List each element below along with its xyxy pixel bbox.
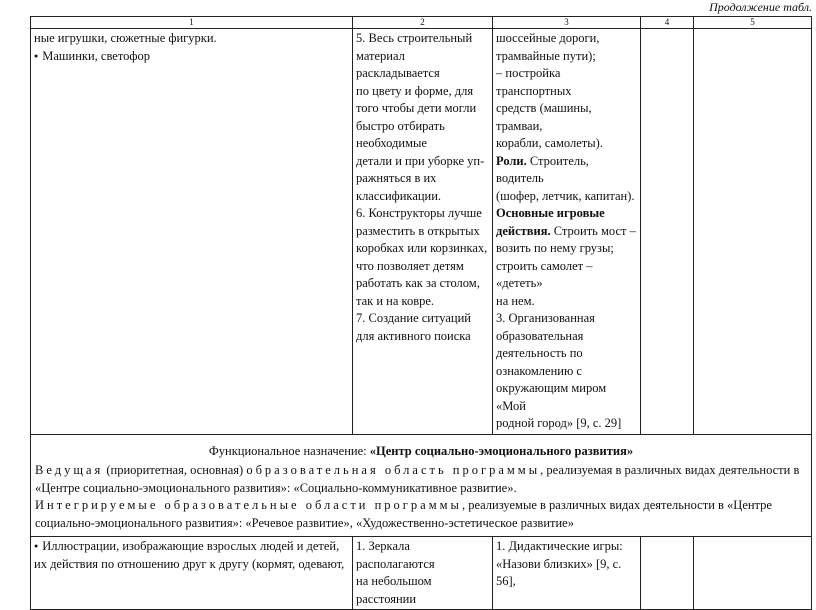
- header-cell-1: 1: [31, 17, 353, 29]
- title-prefix: Функциональное назначение:: [208, 443, 370, 458]
- center-name: «Центр социально-эмоционального развития»: [369, 443, 634, 458]
- col3-line: родной город» [9, с. 29]: [496, 416, 622, 430]
- col2-line: работать как за столом,: [356, 276, 480, 290]
- functional-purpose-cell: [31, 434, 812, 537]
- roles-text: Строитель, водитель: [496, 153, 589, 185]
- row1-col2-cell: [353, 29, 493, 435]
- roles-label: Роли.: [496, 153, 527, 168]
- col3-line: окружающим миром «Мой: [496, 381, 607, 413]
- col3-line: деятельность по: [496, 346, 583, 360]
- toy-text-line: ные игрушки, сюжетные фигурки.: [34, 31, 217, 45]
- col2-line: 6. Конструкторы лучше: [356, 206, 482, 220]
- col3-line: трамвайные пути);: [496, 48, 596, 63]
- header-cell-5: 5: [694, 17, 812, 29]
- main-actions-label: Основные игровые: [496, 206, 605, 220]
- col3-line: «Назови близких» [9, с.: [496, 556, 622, 571]
- col2-line: 1. Зеркала располагаются: [356, 539, 435, 571]
- col2-line: ражняться в их: [356, 171, 437, 185]
- program-area-phrase: образовательная область программы: [246, 463, 541, 477]
- col2-line: детали и при уборке уп-: [356, 153, 485, 168]
- col3-line: 1. Дидактические игры:: [496, 539, 623, 553]
- header-cell-2: 2: [353, 17, 493, 29]
- integrated-areas-paragraph: [35, 497, 807, 532]
- row3-col3-cell: [493, 537, 641, 610]
- table-header-row: [31, 17, 812, 29]
- functional-purpose-title: [35, 443, 807, 461]
- col2-line: 7. Создание ситуаций: [356, 311, 471, 325]
- col3-line: 56],: [496, 574, 516, 588]
- row3-col5-cell: [694, 537, 812, 610]
- col3-line: шоссейные дороги,: [496, 31, 600, 45]
- col2-line: по цвету и форме, для: [356, 83, 474, 98]
- row1-col3-cell: [493, 29, 641, 435]
- col3-line: ознакомлению с: [496, 363, 582, 378]
- illustrations-line: их действия по отношению друг к другу (кормят, одевают,: [34, 556, 345, 571]
- actions-text: Строить мост –: [550, 223, 636, 238]
- leading-word: Ведущая: [35, 463, 104, 477]
- actions-line: [496, 223, 637, 241]
- row1-col4-cell: [641, 29, 694, 435]
- col2-line: необходимые: [356, 136, 427, 150]
- col2-line: 5. Весь строительный: [356, 31, 473, 45]
- header-cell-3: 3: [493, 17, 641, 29]
- content-table: [30, 16, 812, 610]
- functional-purpose-row: [31, 434, 812, 537]
- row3-col4-cell: [641, 537, 694, 610]
- table-row: [31, 537, 812, 610]
- row1-col1-cell: [31, 29, 353, 435]
- col3-line: образовательная: [496, 328, 584, 343]
- integrated-phrase: Интегрируемые образовательные области программы: [35, 498, 462, 512]
- table-continuation-caption: Продолжение табл.: [709, 0, 812, 14]
- col2-line: что позволяет детям: [356, 258, 464, 273]
- row3-col1-cell: [31, 537, 353, 610]
- col3-line: корабли, самолеты).: [496, 136, 603, 150]
- actions-label: действия.: [496, 223, 551, 238]
- table-row: [31, 29, 812, 435]
- col3-line: строить самолет – «дететь»: [496, 258, 593, 290]
- col2-line: материал раскладывается: [356, 48, 440, 80]
- leading-rest: , реализуемая в различных видах деятельности в «Центре социально-эмоционального развития»: «Социально-коммуникативное развитие».: [35, 463, 800, 495]
- row1-col5-cell: [694, 29, 812, 435]
- col3-line: 3. Организованная: [496, 311, 595, 325]
- col2-line: классификации.: [356, 188, 442, 203]
- col2-line: на небольшом расстоянии: [356, 574, 432, 606]
- col3-line: возить по нему грузы;: [496, 241, 614, 255]
- col3-line: – постройка транспортных: [496, 66, 572, 98]
- leading-mid: (приоритетная, основная): [103, 463, 247, 477]
- row3-col2-cell: [353, 537, 493, 610]
- col2-line: того чтобы дети могли: [356, 101, 477, 115]
- col2-line: для активного поиска: [356, 328, 471, 343]
- integrated-rest: , реализуемые в различных видах деятельности в «Центре социально-эмоционального развития»: «Речевое развитие», «Художественно-эстетическое развитие»: [35, 498, 772, 530]
- col2-line: коробках или корзинках,: [356, 241, 488, 255]
- illustrations-bullet-item: ● Иллюстрации, изображающие взрослых людей и детей,: [34, 538, 349, 556]
- col3-line: (шофер, летчик, капитан).: [496, 188, 635, 203]
- col2-line: быстро отбирать: [356, 118, 445, 133]
- header-cell-4: 4: [641, 17, 694, 29]
- roles-line: [496, 153, 637, 188]
- col2-line: так и на ковре.: [356, 293, 435, 308]
- col3-line: средств (машины, трамваи,: [496, 101, 592, 133]
- col2-line: разместить в открытых: [356, 223, 480, 238]
- col3-line: на нем.: [496, 293, 535, 308]
- cars-bullet-item: ● Машинки, светофор: [34, 48, 349, 66]
